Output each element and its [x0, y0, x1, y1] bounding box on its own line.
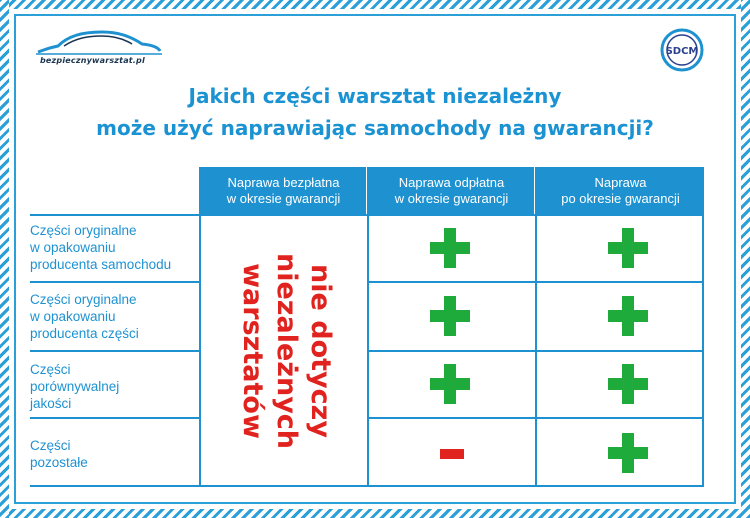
- sdcm-logo-text: SDCM: [665, 46, 699, 57]
- row-label-other: [30, 437, 200, 471]
- row-label-line: porównywalnej: [30, 379, 120, 394]
- column-header-line: Naprawa odpłatna: [398, 174, 505, 190]
- page-title-line2: może użyć naprawiając samochody na gwarancji?: [96, 116, 654, 140]
- plus-mark-row2-col3: [608, 296, 648, 336]
- row-label-line: Części: [30, 362, 71, 377]
- row-label-line: producenta części: [30, 326, 139, 341]
- border-stripe-bottom: [0, 509, 750, 518]
- minus-mark-row4-col2: [440, 449, 464, 459]
- border-stripe-left: [0, 0, 9, 518]
- column-header-line: w okresie gwarancji: [394, 190, 509, 206]
- column-header-post-warranty: [537, 167, 704, 214]
- sdcm-logo: [660, 28, 704, 72]
- column-header-free-repair: [201, 167, 366, 214]
- table-line: [702, 167, 704, 487]
- row-label-line: w opakowaniu: [30, 309, 116, 324]
- table-line: [30, 281, 200, 283]
- row-label-line: jakości: [30, 396, 72, 411]
- row-label-line: Części oryginalne: [30, 292, 137, 307]
- border-stripe-top: [0, 0, 750, 9]
- row-label-line: Części oryginalne: [30, 223, 137, 238]
- border-stripe-right: [741, 0, 750, 518]
- not-applicable-note: [205, 217, 367, 485]
- table-line: [30, 350, 200, 352]
- row-label-line: pozostałe: [30, 455, 88, 470]
- not-applicable-line: warsztatów: [237, 263, 268, 439]
- table-line: [367, 167, 369, 487]
- plus-mark-row4-col3: [608, 433, 648, 473]
- column-header-paid-repair: [369, 167, 534, 214]
- page-title-line1: Jakich części warsztat niezależny: [188, 84, 562, 108]
- row-label-line: w opakowaniu: [30, 240, 116, 255]
- row-label-line: producenta samochodu: [30, 257, 172, 272]
- plus-mark-row1-col2: [430, 228, 470, 268]
- not-applicable-line: nie dotyczy: [305, 264, 336, 438]
- column-header-line: po okresie gwarancji: [561, 190, 680, 206]
- row-label-comparable: [30, 361, 200, 412]
- plus-mark-row1-col3: [608, 228, 648, 268]
- column-header-line: Naprawa: [594, 174, 647, 190]
- plus-mark-row2-col2: [430, 296, 470, 336]
- row-label-line: Części: [30, 438, 71, 453]
- row-label-oem-parts: [30, 291, 200, 342]
- not-applicable-line: niezależnych: [271, 252, 302, 450]
- bezpiecznywarsztat-logo: [34, 28, 164, 72]
- table-line: [535, 167, 537, 487]
- column-header-line: Naprawa bezpłatna: [227, 174, 340, 190]
- logo-url-text: bezpiecznywarsztat.pl: [40, 56, 145, 65]
- table-line: [30, 417, 200, 419]
- car-silhouette-icon: [34, 28, 164, 58]
- plus-mark-row3-col3: [608, 364, 648, 404]
- plus-mark-row3-col2: [430, 364, 470, 404]
- column-header-line: w okresie gwarancji: [226, 190, 341, 206]
- row-label-oem-car: [30, 222, 200, 273]
